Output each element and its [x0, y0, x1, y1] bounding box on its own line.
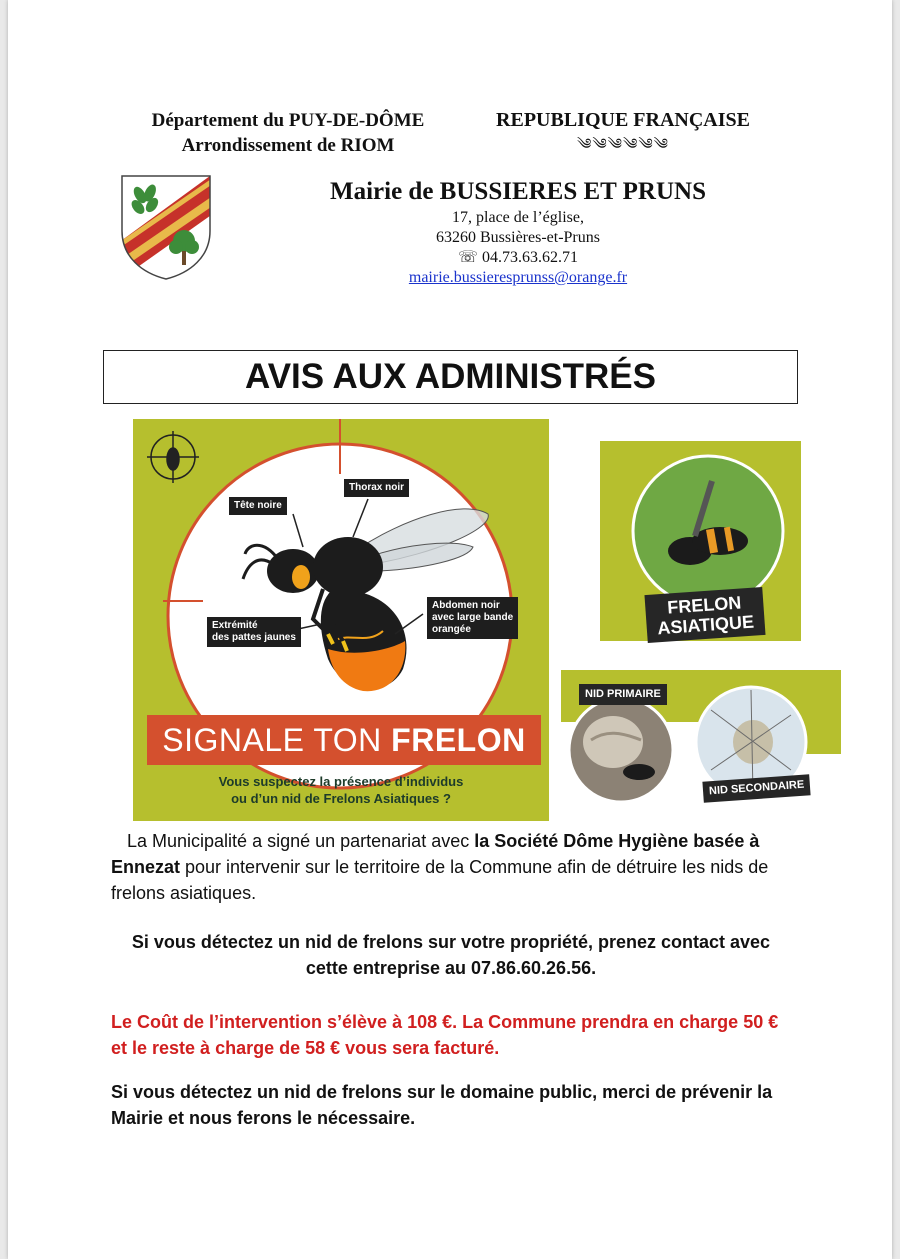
asian-hornet-tag: FRELON ASIATIQUE [644, 587, 765, 643]
hornet-poster [133, 419, 549, 821]
phone-number: ☏ 04.73.63.62.71 [457, 249, 578, 266]
document-page [8, 0, 892, 1259]
label-black-abdomen: Abdomen noir avec large bande orangée [427, 597, 518, 639]
contact-paragraph: Si vous détectez un nid de frelons sur votre propriété, prenez contact avec cette entreprise au 07.86.60.26.56. [131, 932, 771, 978]
cost-paragraph: Le Coût de l’intervention s’élève à 108 €. La Commune prendra en charge 50 € et le reste à charge de 58 € vous sera facturé. [111, 1012, 779, 1058]
ornament-flourish: ༄༄༄༄༄༄ [577, 137, 669, 153]
republic-title: REPUBLIQUE FRANÇAISE [496, 109, 750, 131]
label-black-head: Tête noire [229, 497, 287, 515]
label-black-thorax: Thorax noir [344, 479, 409, 497]
secondary-nest-tag: NID SECONDAIRE [702, 774, 811, 802]
coat-of-arms-icon [118, 173, 214, 281]
asian-hornet-card [600, 441, 801, 641]
poster-tagline: Vous suspectez la présence d’individus ou d’un nid de Frelons Asiatiques ? [218, 774, 464, 806]
primary-nest-tag: NID PRIMAIRE [579, 684, 667, 705]
republic-header [478, 108, 768, 158]
department-line: Département du PUY-DE-DÔME [151, 110, 425, 131]
arrondissement-line: Arrondissement de RIOM [181, 135, 395, 156]
partnership-paragraph: La Municipalité a signé un partenariat avec la Société Dôme Hygiène basée à Ennezat pour intervenir sur le territoire de la Commune afin de détruire les nids de frelons asiatiques. [111, 831, 769, 903]
address-line-2: 63260 Bussières-et-Pruns [436, 229, 600, 246]
notice-title: AVIS AUX ADMINISTRÉS [103, 350, 798, 404]
label-yellow-legs: Extrémité des pattes jaunes [207, 617, 301, 647]
address-line-1: 17, place de l’église, [452, 209, 584, 226]
public-domain-paragraph: Si vous détectez un nid de frelons sur le domaine public, merci de prévenir la Mairie et nous ferons le nécessaire. [111, 1082, 773, 1128]
department-header [118, 108, 458, 158]
nests-panel [561, 670, 841, 810]
mairie-title: Mairie de BUSSIERES ET PRUNS [330, 178, 706, 205]
mairie-block [288, 176, 748, 288]
signal-banner: SIGNALE TON FRELON [147, 715, 541, 765]
email-link[interactable]: mairie.bussieresprunss@orange.fr [408, 269, 628, 286]
